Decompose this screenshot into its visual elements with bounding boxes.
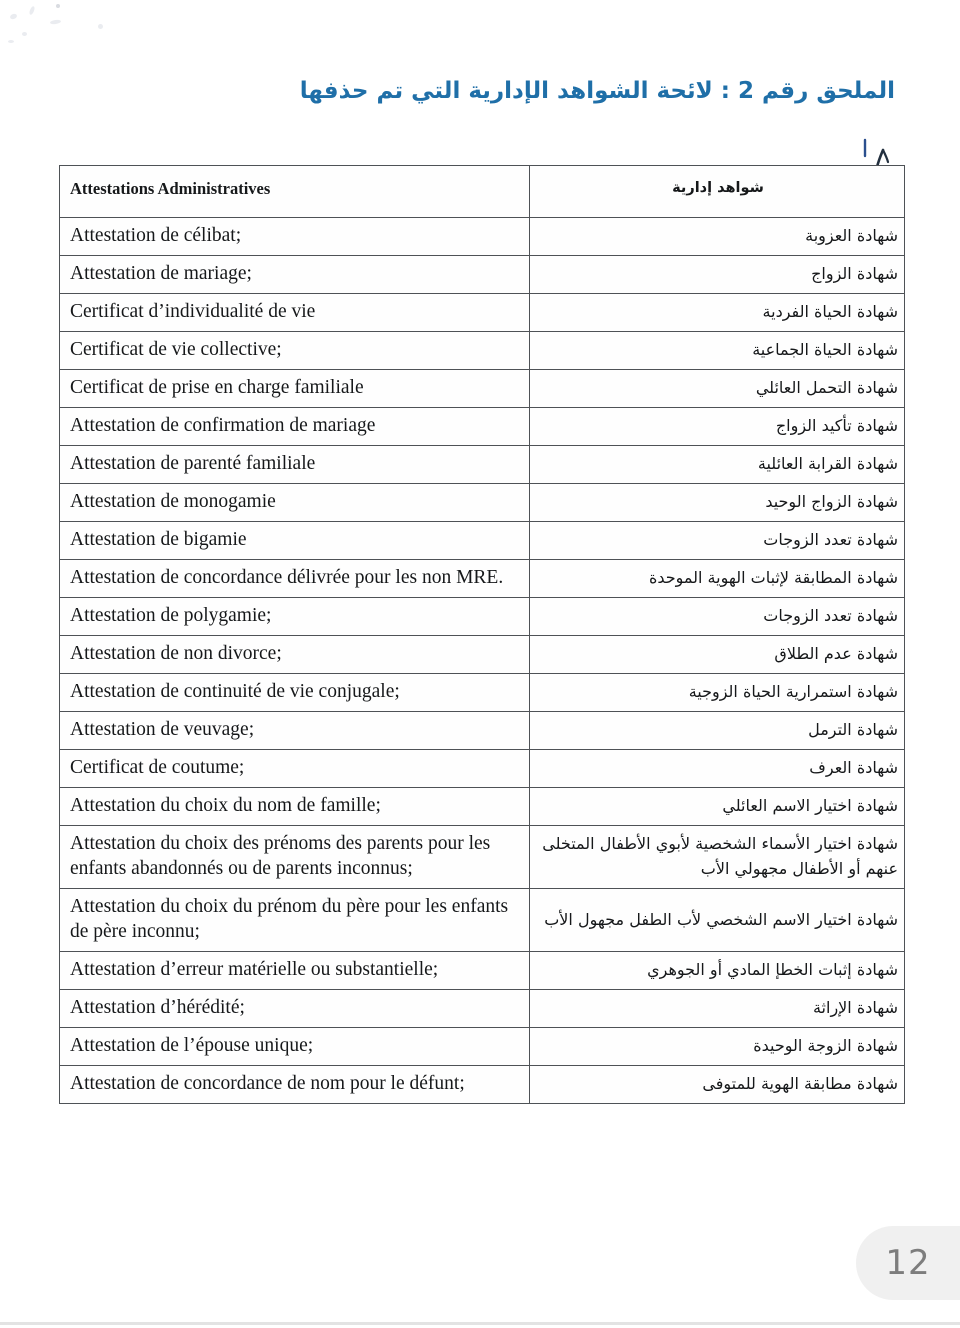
cell-arabic: [530, 674, 905, 712]
table-row: [60, 889, 905, 952]
attestation-name-ar: شهادة القرابة العائلية: [757, 454, 898, 473]
attestation-name-ar: شهادة المطابقة لإثبات الهوية الموحدة: [648, 568, 898, 587]
page-title: الملحق رقم 2 : لائحة الشواهد الإدارية التي تم حذفها: [299, 78, 895, 104]
cell-arabic: [530, 750, 905, 788]
cell-arabic: [530, 1066, 905, 1104]
attestation-name-ar: شهادة الزواج: [811, 264, 898, 283]
table-row: [60, 370, 905, 408]
cell-arabic: [530, 294, 905, 332]
attestation-name-fr: Attestation de non divorce;: [70, 643, 282, 664]
table-row: [60, 332, 905, 370]
cell-french: [60, 990, 530, 1028]
attestation-name-fr: Attestation de bigamie: [70, 529, 247, 550]
attestation-name-ar: شهادة اختيار الاسم العائلي: [722, 796, 898, 815]
attestation-name-ar: شهادة العرف: [809, 758, 898, 777]
attestation-name-fr: Certificat de vie collective;: [70, 339, 282, 360]
title-area: [0, 64, 960, 160]
table-row: [60, 522, 905, 560]
attestation-name-ar: شهادة الإراثة: [812, 998, 898, 1017]
attestation-name-fr: Attestation d’hérédité;: [70, 997, 245, 1018]
attestation-name-ar: شهادة اختيار الاسم الشخصي لأب الطفل مجهول الأب: [544, 909, 898, 929]
cell-arabic: [530, 636, 905, 674]
cell-arabic: [530, 560, 905, 598]
table-row: [60, 218, 905, 256]
cell-french: [60, 636, 530, 674]
cell-french: [60, 826, 530, 889]
attestation-name-fr: Attestation de concordance délivrée pour les non MRE.: [70, 567, 504, 588]
attestation-name-fr: Attestation de célibat;: [70, 225, 242, 246]
table-row: [60, 598, 905, 636]
cell-arabic: [530, 712, 905, 750]
attestation-name-ar: شهادة الزوجة الوحيدة: [753, 1036, 898, 1055]
scan-speckle: [9, 13, 17, 20]
page-number-badge: 12: [856, 1226, 960, 1300]
scan-speckle: [98, 24, 103, 29]
table-header: [60, 166, 905, 218]
cell-arabic: [530, 788, 905, 826]
cell-arabic: [530, 408, 905, 446]
cell-french: [60, 446, 530, 484]
table-row: [60, 446, 905, 484]
cell-french: [60, 712, 530, 750]
scan-speckle: [56, 4, 60, 8]
cell-french: [60, 256, 530, 294]
table-row: [60, 788, 905, 826]
attestation-name-fr: Certificat de prise en charge familiale: [70, 377, 364, 398]
column-header-arabic: [530, 166, 905, 218]
table-row: [60, 1028, 905, 1066]
attestation-name-fr: Attestation de mariage;: [70, 263, 252, 284]
cell-arabic: [530, 952, 905, 990]
scan-speckle: [22, 32, 27, 36]
cell-arabic: [530, 332, 905, 370]
column-header-arabic-label: شواهد إدارية: [672, 180, 764, 196]
cell-french: [60, 484, 530, 522]
attestation-name-fr: Attestation d’erreur matérielle ou substantielle;: [70, 959, 439, 980]
cell-french: [60, 218, 530, 256]
attestation-name-ar: شهادة تأكيد الزواج: [775, 416, 898, 435]
table-row: [60, 990, 905, 1028]
cell-french: [60, 294, 530, 332]
cell-french: [60, 408, 530, 446]
cell-french: [60, 674, 530, 712]
attestation-name-fr: Attestation du choix des prénoms des parents pour les enfants abandonnés ou de parents inconnus;: [70, 833, 491, 879]
cell-arabic: [530, 218, 905, 256]
attestation-name-ar: شهادة التحمل العائلي: [755, 378, 898, 397]
cell-arabic: [530, 889, 905, 952]
attestation-name-fr: Attestation de parenté familiale: [70, 453, 316, 474]
attestation-name-ar: شهادة استمرارية الحياة الزوجية: [688, 682, 898, 701]
attestation-name-ar: شهادة عدم الطلاق: [774, 644, 898, 663]
attestation-name-ar: شهادة تعدد الزوجات: [763, 606, 898, 625]
attestation-name-fr: Attestation de continuité de vie conjugale;: [70, 681, 400, 702]
attestation-name-ar: شهادة اختيار الأسماء الشخصية لأبوي الأطفال المتخلى عنهم أو الأطفال مجهولي الأب: [542, 834, 898, 878]
cell-french: [60, 522, 530, 560]
table-row: [60, 484, 905, 522]
attestation-name-ar: شهادة الزواج الوحيد: [765, 492, 898, 511]
attestation-name-ar: شهادة الحياة الفردية: [762, 302, 898, 321]
attestation-name-ar: شهادة مطابقة الهوية للمتوفى: [702, 1074, 898, 1093]
attestation-name-fr: Attestation de concordance de nom pour le défunt;: [70, 1073, 465, 1094]
footer-divider: [0, 1322, 960, 1325]
cell-arabic: [530, 598, 905, 636]
table-header-row: [60, 166, 905, 218]
table-row: [60, 256, 905, 294]
attestation-name-fr: Attestation de veuvage;: [70, 719, 255, 740]
cell-french: [60, 560, 530, 598]
table-body: [60, 218, 905, 1104]
cell-french: [60, 952, 530, 990]
table-row: [60, 408, 905, 446]
table-row: [60, 636, 905, 674]
table-row: [60, 952, 905, 990]
attestations-table-container: [59, 165, 904, 1104]
attestation-name-ar: شهادة الترمل: [808, 720, 898, 739]
cell-french: [60, 750, 530, 788]
column-header-french-label: Attestations Administratives: [70, 179, 271, 198]
table-row: [60, 1066, 905, 1104]
cell-french: [60, 370, 530, 408]
attestation-name-fr: Attestation de confirmation de mariage: [70, 415, 376, 436]
cell-french: [60, 788, 530, 826]
attestation-name-ar: شهادة العزوبة: [805, 226, 898, 245]
cell-french: [60, 1028, 530, 1066]
scan-speckle: [8, 40, 14, 43]
attestation-name-fr: Attestation de monogamie: [70, 491, 276, 512]
cell-arabic: [530, 256, 905, 294]
table-row: [60, 750, 905, 788]
column-header-french: [60, 166, 530, 218]
attestation-name-ar: شهادة الحياة الجماعية: [752, 340, 898, 359]
attestation-name-fr: Certificat de coutume;: [70, 757, 245, 778]
cell-arabic: [530, 446, 905, 484]
scan-speckle: [28, 6, 35, 16]
attestation-name-fr: Certificat d’individualité de vie: [70, 301, 316, 322]
attestation-name-fr: Attestation du choix du prénom du père pour les enfants de père inconnu;: [70, 896, 509, 942]
table-row: [60, 294, 905, 332]
attestation-name-fr: Attestation de polygamie;: [70, 605, 272, 626]
cell-french: [60, 598, 530, 636]
cell-arabic: [530, 370, 905, 408]
cell-arabic: [530, 484, 905, 522]
table-row: [60, 826, 905, 889]
attestation-name-fr: Attestation de l’épouse unique;: [70, 1035, 314, 1056]
cell-arabic: [530, 990, 905, 1028]
cell-arabic: [530, 826, 905, 889]
cell-french: [60, 1066, 530, 1104]
attestation-name-ar: شهادة إثبات الخطإ المادي أو الجوهري: [647, 960, 898, 979]
cell-arabic: [530, 522, 905, 560]
attestations-table: [59, 165, 905, 1104]
cell-arabic: [530, 1028, 905, 1066]
cell-french: [60, 889, 530, 952]
scan-speckle: [50, 19, 61, 24]
table-row: [60, 560, 905, 598]
table-row: [60, 674, 905, 712]
cell-french: [60, 332, 530, 370]
attestation-name-ar: شهادة تعدد الزوجات: [763, 530, 898, 549]
attestation-name-fr: Attestation du choix du nom de famille;: [70, 795, 381, 816]
table-row: [60, 712, 905, 750]
